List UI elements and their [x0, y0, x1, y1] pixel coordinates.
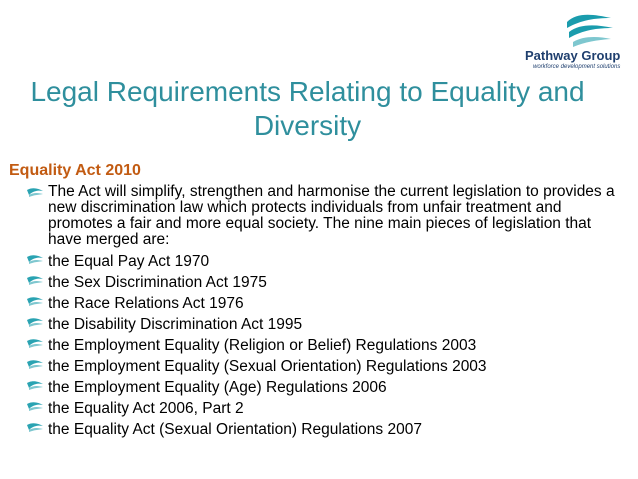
list-item-text: the Equality Act 2006, Part 2 [48, 400, 244, 417]
list-item-text: the Equal Pay Act 1970 [48, 253, 210, 270]
list-item-text: the Employment Equality (Age) Regulations 2006 [48, 379, 387, 396]
logo-name: Pathway Group [525, 48, 621, 63]
legislation-list [24, 184, 624, 440]
list-item-text: the Disability Discrimination Act 1995 [48, 316, 303, 333]
swoosh-bullet-icon [26, 359, 44, 369]
list-item [24, 377, 624, 398]
logo-tagline: workforce development solutions [533, 64, 621, 70]
list-item [24, 272, 624, 293]
list-item-text: the Employment Equality (Sexual Orientation) Regulations 2003 [48, 358, 487, 375]
swoosh-bullet-icon [26, 380, 44, 390]
list-item [24, 293, 624, 314]
list-item [24, 314, 624, 335]
list-item-intro [24, 184, 624, 248]
swoosh-bullet-icon [26, 422, 44, 432]
swoosh-bullet-icon [26, 401, 44, 411]
swoosh-bullet-icon [26, 254, 44, 264]
list-item-text: the Sex Discrimination Act 1975 [48, 274, 267, 291]
list-item [24, 335, 624, 356]
wave-logo-icon [563, 12, 615, 48]
list-item [24, 419, 624, 440]
swoosh-bullet-icon [26, 317, 44, 327]
swoosh-bullet-icon [26, 187, 44, 197]
list-item [24, 356, 624, 377]
swoosh-bullet-icon [26, 338, 44, 348]
list-item-text: the Equality Act (Sexual Orientation) Regulations 2007 [48, 421, 422, 438]
list-item-text: the Race Relations Act 1976 [48, 295, 244, 312]
list-item [24, 251, 624, 272]
section-heading: Equality Act 2010 [9, 162, 141, 179]
slide-title: Legal Requirements Relating to Equality and Diversity [30, 76, 585, 141]
pathway-group-logo [515, 12, 633, 70]
list-item-text: the Employment Equality (Religion or Belief) Regulations 2003 [48, 337, 477, 354]
intro-text: The Act will simplify, strengthen and harmonise the current legislation to provides a new discrimination law which protects individuals from unfair treatment and promotes a fair and more equal society. The nine main pieces of legislation that have merged are: [48, 183, 615, 248]
swoosh-bullet-icon [26, 296, 44, 306]
swoosh-bullet-icon [26, 275, 44, 285]
list-item [24, 398, 624, 419]
